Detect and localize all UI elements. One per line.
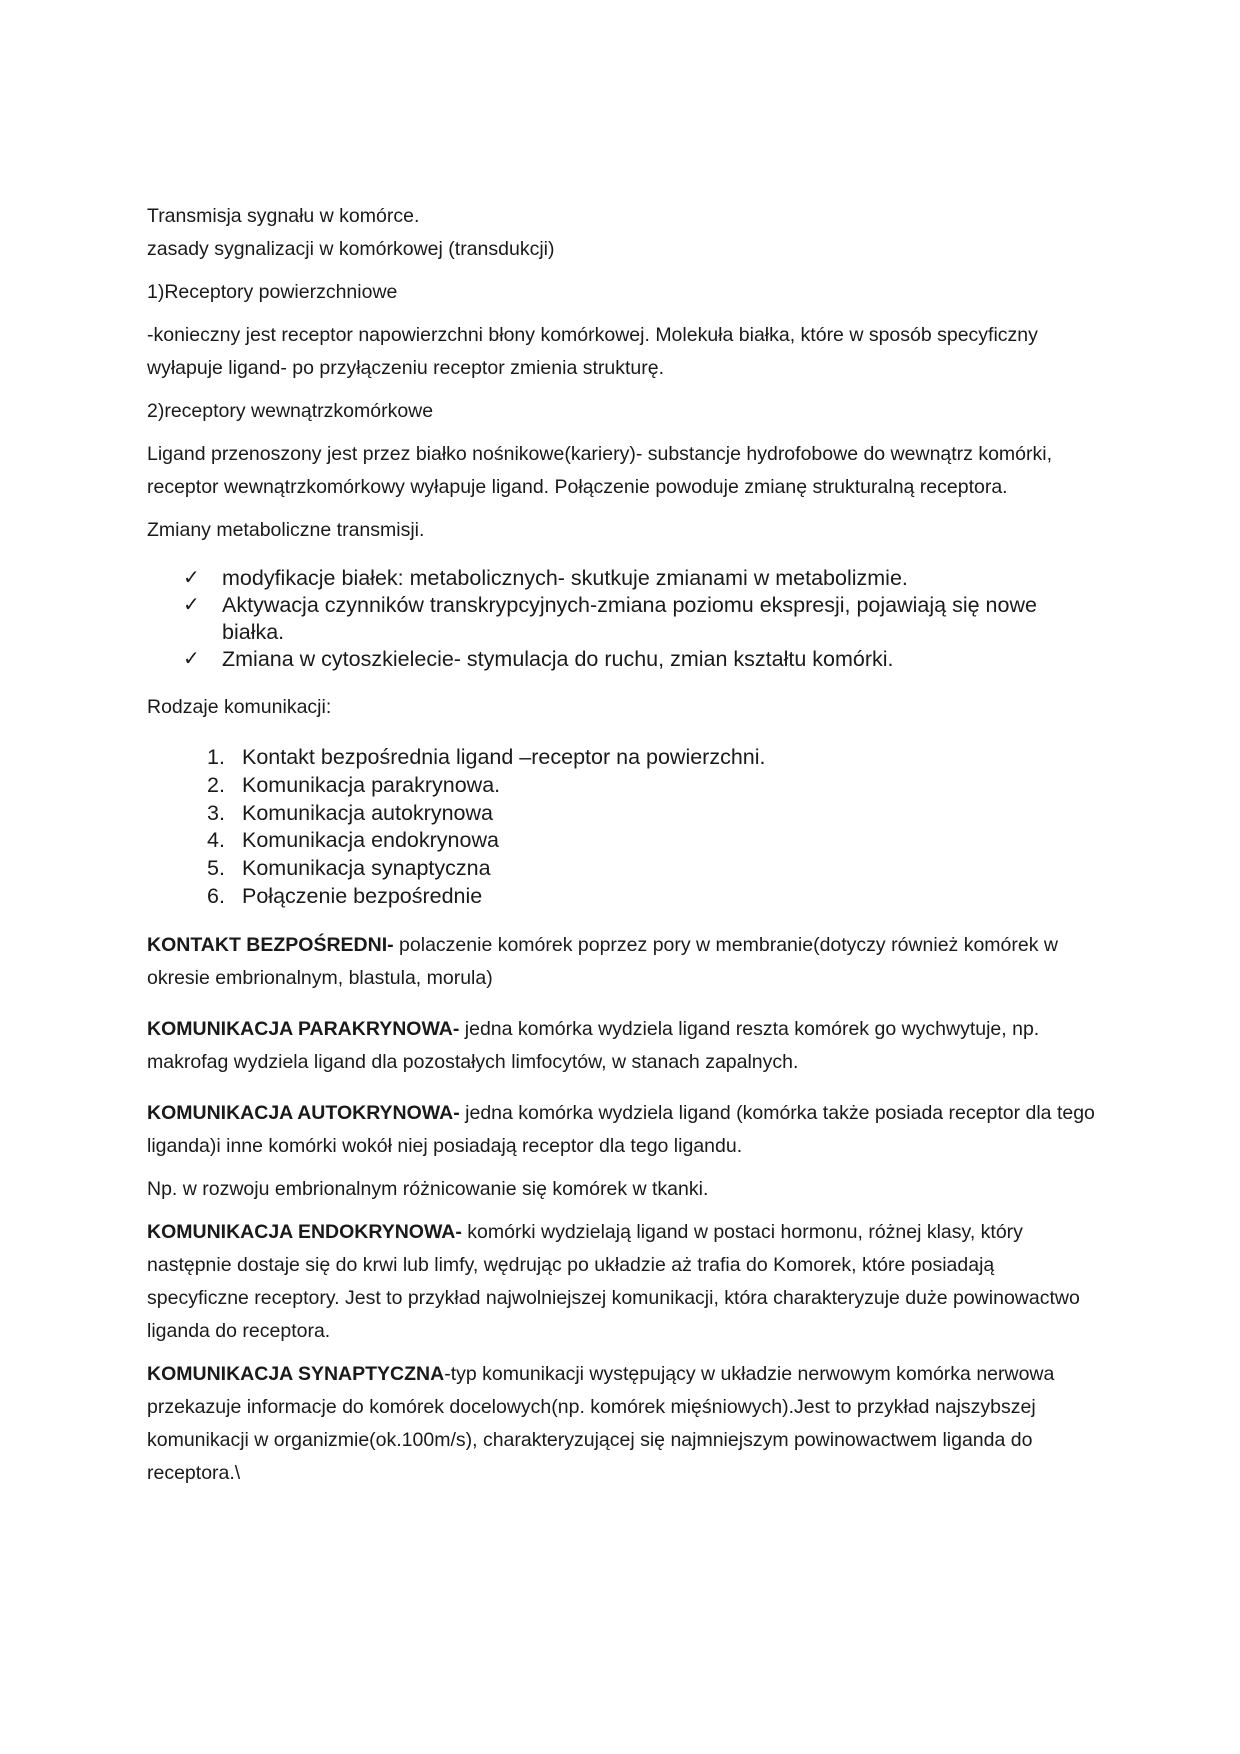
list-item-text: Kontakt bezpośrednia ligand –receptor na powierzchni. — [242, 745, 766, 769]
list-item-text: Komunikacja endokrynowa — [242, 828, 499, 853]
section-synaptic — [147, 1358, 1097, 1490]
list-item — [207, 744, 1097, 772]
section-text: jedna komórka wydziela ligand reszta komórek go wychwytuje, np. makrofag wydziela ligand dla pozostałych limfocytów, w stanach zapalnych. — [147, 1017, 1040, 1073]
document-page — [147, 200, 1097, 1490]
checkmark-list — [147, 565, 1097, 673]
list-item-text: Komunikacja synaptyczna — [242, 856, 491, 881]
list-item-text: Komunikacja parakrynowa. — [242, 772, 501, 797]
list-number: 6. — [207, 883, 225, 908]
checkmark-icon: ✓ — [183, 567, 200, 589]
list-item — [207, 800, 1097, 828]
list-item-text: Połączenie bezpośrednie — [242, 883, 483, 908]
section-autocrine-note: Np. w rozwoju embrionalnym różnicowanie się komórek w tkanki. — [147, 1177, 709, 1200]
list-item-text: Komunikacja autokrynowa — [242, 800, 493, 825]
checkmark-icon: ✓ — [183, 648, 200, 670]
section-title: KOMUNIKACJA PARAKRYNOWA- — [147, 1017, 460, 1040]
list-item — [207, 883, 1097, 911]
section-direct-contact — [147, 929, 1097, 995]
list-number: 4. — [207, 828, 225, 853]
list-number: 3. — [207, 800, 225, 825]
list-number: 5. — [207, 856, 225, 881]
paragraph-surface-receptors: -konieczny jest receptor napowierzchni błony komórkowej. Molekuła białka, które w sposób specyficzny wyłapuje ligand- po przyłączeniu receptor zmienia strukturę. — [147, 324, 1038, 379]
section-title: KOMUNIKACJA AUTOKRYNOWA- — [147, 1101, 460, 1124]
list-number: 1. — [207, 745, 225, 769]
section-autocrine — [147, 1097, 1097, 1163]
list-item — [183, 646, 1097, 673]
list-item — [183, 565, 1097, 592]
heading-surface-receptors: 1)Receptory powierzchniowe — [147, 281, 398, 303]
list-number: 2. — [207, 772, 225, 797]
list-item-text: Aktywacja czynników transkrypcyjnych-zmiana poziomu ekspresji, pojawiają się nowe białka. — [222, 593, 1037, 644]
heading-communication-types: Rodzaje komunikacji: — [147, 696, 332, 718]
section-text: polaczenie komórek poprzez pory w membranie(dotyczy również komórek w okresie embrionalnym, blastula, morula) — [147, 933, 1058, 989]
section-title: KOMUNIKACJA SYNAPTYCZNA — [147, 1362, 445, 1385]
list-item — [207, 855, 1097, 883]
numbered-list — [147, 744, 1097, 911]
list-item — [207, 772, 1097, 800]
document-title-line-2: zasady sygnalizacji w komórkowej (transdukcji) — [147, 238, 555, 260]
section-text: komórki wydzielają ligand w postaci hormonu, różnej klasy, który następnie dostaje się do krwi lub limfy, wędrując po układzie aż trafia do Komorek, które posiadają specyficzne receptory. Jest to przykład najwolniejszej komunikacji, która charakteryzuje duże powinowactwo liganda do receptora. — [147, 1220, 1080, 1342]
document-title-line-1: Transmisja sygnału w komórce. — [147, 205, 420, 227]
list-item — [183, 592, 1097, 646]
section-title: KONTAKT BEZPOŚREDNI- — [147, 933, 394, 956]
section-paracrine — [147, 1013, 1097, 1079]
list-item-text: modyfikacje białek: metabolicznych- skutkuje zmianami w metabolizmie. — [222, 566, 908, 590]
heading-metabolic-changes: Zmiany metaboliczne transmisji. — [147, 519, 425, 541]
section-text: -typ komunikacji występujący w układzie nerwowym komórka nerwowa przekazuje informacje do komórek docelowych(np. komórek mięśniowych).Jest to przykład najszybszej komunikacji w organizmie(ok.100m/s), charakteryzującej się najmniejszym powinowactwem liganda do receptora.\ — [147, 1362, 1055, 1484]
heading-intracellular-receptors: 2)receptory wewnątrzkomórkowe — [147, 400, 434, 422]
list-item — [207, 827, 1097, 855]
section-endocrine — [147, 1216, 1097, 1348]
paragraph-intracellular-receptors: Ligand przenoszony jest przez białko nośnikowe(kariery)- substancje hydrofobowe do wewnątrz komórki, receptor wewnątrzkomórkowy wyłapuje ligand. Połączenie powoduje zmianę strukturalną receptora. — [147, 443, 1053, 498]
checkmark-icon: ✓ — [183, 594, 200, 616]
section-title: KOMUNIKACJA ENDOKRYNOWA- — [147, 1220, 462, 1243]
list-item-text: Zmiana w cytoszkielecie- stymulacja do ruchu, zmian kształtu komórki. — [222, 647, 894, 671]
section-text: jedna komórka wydziela ligand (komórka także posiada receptor dla tego liganda)i inne komórki wokół niej posiadają receptor dla tego ligandu. — [147, 1101, 1095, 1157]
